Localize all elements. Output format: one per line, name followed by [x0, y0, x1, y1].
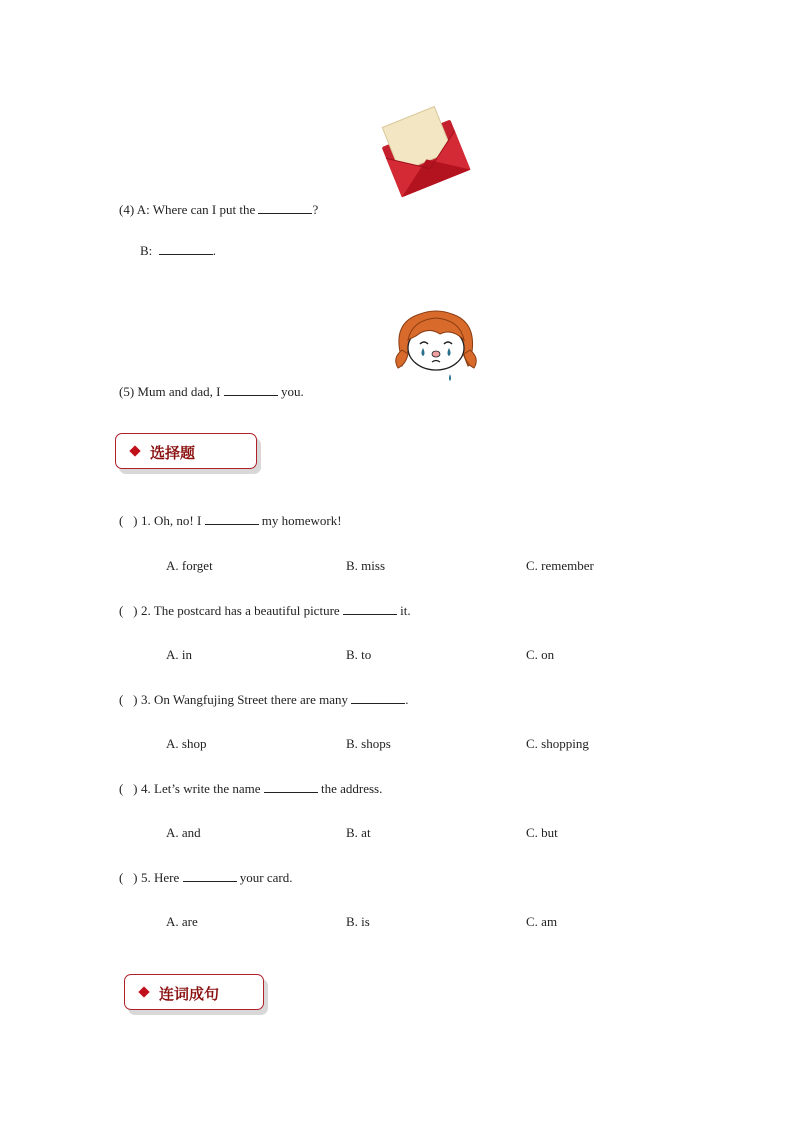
- answer-paren[interactable]: ( ): [119, 603, 138, 618]
- option-c[interactable]: C. am: [526, 914, 558, 929]
- option-a[interactable]: A. are: [166, 914, 198, 929]
- mc-question-5: ( ) 5. Here your card.: [119, 870, 293, 885]
- answer-blank[interactable]: [205, 513, 259, 525]
- answer-blank[interactable]: [264, 781, 318, 793]
- section-title: 选择题: [150, 444, 196, 462]
- section-header-multiple-choice: [115, 433, 257, 469]
- mc-question-3: ( ) 3. On Wangfujing Street there are many .: [119, 692, 409, 707]
- option-a[interactable]: A. and: [166, 825, 201, 840]
- answer-paren[interactable]: ( ): [119, 692, 138, 707]
- option-c[interactable]: C. remember: [526, 558, 594, 573]
- option-c[interactable]: C. but: [526, 825, 558, 840]
- mc-question-2: ( ) 2. The postcard has a beautiful picture it.: [119, 603, 411, 618]
- section-header-sentence-building: [124, 974, 264, 1010]
- answer-blank[interactable]: [224, 384, 278, 396]
- diamond-icon: [138, 986, 149, 997]
- option-a[interactable]: A. forget: [166, 558, 213, 573]
- envelope-icon: [376, 104, 472, 206]
- question-4-b: B: .: [140, 243, 217, 258]
- answer-paren[interactable]: ( ): [119, 513, 138, 528]
- crying-girl-icon: [390, 306, 480, 384]
- option-a[interactable]: A. shop: [166, 736, 207, 751]
- question-5: (5) Mum and dad, I you.: [119, 384, 304, 399]
- answer-paren[interactable]: ( ): [119, 781, 138, 796]
- answer-paren[interactable]: ( ): [119, 870, 138, 885]
- answer-blank[interactable]: [183, 870, 237, 882]
- answer-blank[interactable]: [343, 603, 397, 615]
- mc-question-4: ( ) 4. Let’s write the name the address.: [119, 781, 383, 796]
- question-4-a: (4) A: Where can I put the ?: [119, 202, 319, 217]
- option-b[interactable]: B. at: [346, 825, 371, 840]
- option-c[interactable]: C. on: [526, 647, 555, 662]
- answer-blank[interactable]: [159, 243, 213, 255]
- option-c[interactable]: C. shopping: [526, 736, 589, 751]
- section-title: 连词成句: [159, 985, 220, 1003]
- option-b[interactable]: B. to: [346, 647, 372, 662]
- option-b[interactable]: B. shops: [346, 736, 391, 751]
- answer-blank[interactable]: [351, 692, 405, 704]
- option-b[interactable]: B. miss: [346, 558, 386, 573]
- diamond-icon: [129, 445, 140, 456]
- option-a[interactable]: A. in: [166, 647, 192, 662]
- answer-blank[interactable]: [258, 202, 312, 214]
- mc-question-1: ( ) 1. Oh, no! I my homework!: [119, 513, 342, 528]
- option-b[interactable]: B. is: [346, 914, 370, 929]
